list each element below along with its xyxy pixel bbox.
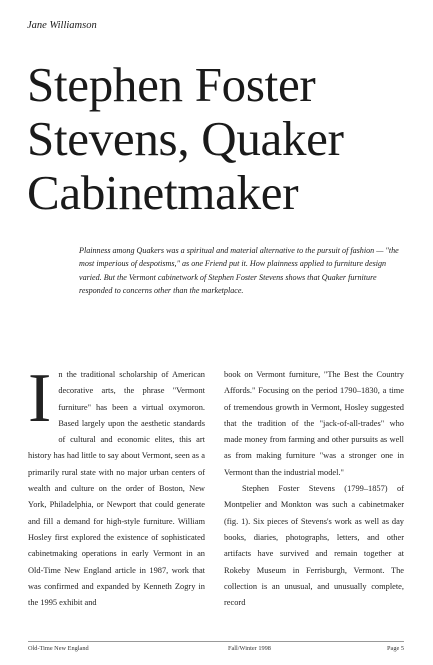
body-text-right-p1: book on Vermont furniture, "The Best the Country Affords." Focusing on the period 1790–1830, a time of tremendous growth in Vermont, Hosley suggested that the tradition of the "jack-of-all-trades" who made money from farming and other pursuits as well as from making furniture "was a stronger one in Vermont than the industrial model." bbox=[224, 370, 404, 477]
article-abstract: Plainness among Quakers was a spiritual and material alternative to the pursuit of fashion — "the most imperious of despotisms," as one Friend put it. How plainness applied to furniture design varied. But the Vermont cabinetwork of Stephen Foster Stevens shows that Quaker furniture responded to concerns other than the marketplace. bbox=[79, 246, 399, 296]
footer-journal: Old-Time New England bbox=[28, 645, 89, 652]
body-column-left bbox=[28, 360, 205, 611]
body-text-right-p2: Stephen Foster Stevens (1799–1857) of Montpelier and Monkton was such a cabinetmaker (fig. 1). Six pieces of Stevens's work as well as day books, diaries, photographs, letters, and other artifacts have survived and remain together at Rokeby Museum in Ferrisburgh, Vermont. The collection is an unusual, and unusually complete, record bbox=[224, 484, 404, 608]
body-text-left: n the traditional scholarship of American decorative arts, the phrase "Vermont furniture" has been a virtual oxymoron. Based largely upon the aesthetic standards of cultural and economic elites, this art history has had little to say about Vermont, seen as a primarily rural state with no major urban centers of wealth and culture on the order of Boston, New York, Philadelphia, or Newport that could generate and fill a demand for high-style furniture. William Hosley first explored the existence of sophisticated cabinetmaking operations in early Vermont in an Old-Time New England article in 1987, work that was confirmed and expanded by Kenneth Zogry in the 1995 exhibit and bbox=[28, 370, 205, 608]
author-name: Jane Williamson bbox=[27, 20, 97, 31]
page-footer bbox=[28, 641, 404, 659]
footer-page-number: Page 5 bbox=[387, 645, 404, 652]
title-line-1: Stephen Foster bbox=[27, 57, 316, 112]
footer-issue: Fall/Winter 1998 bbox=[228, 645, 271, 652]
title-line-2: Stevens, Quaker bbox=[27, 111, 344, 166]
body-column-right bbox=[224, 367, 404, 611]
title-line-3: Cabinetmaker bbox=[27, 165, 299, 220]
drop-cap: I bbox=[28, 360, 52, 437]
article-title bbox=[27, 58, 417, 220]
